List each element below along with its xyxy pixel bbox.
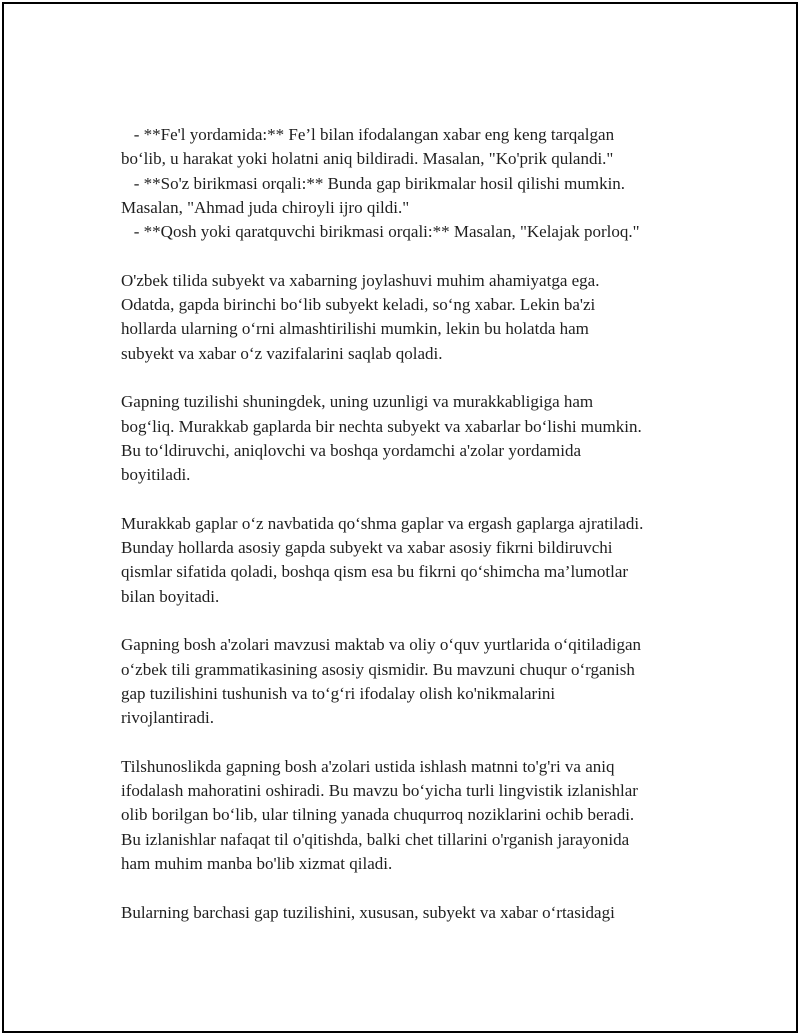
paragraph-complex-sentences	[121, 512, 721, 609]
paragraph-sentence-structure	[121, 390, 721, 487]
text-line: Masalan, "Ahmad juda chiroyli ijro qildi."	[121, 197, 410, 217]
text-line: Bu to‘ldiruvchi, aniqlovchi va boshqa yordamchi a'zolar yordamida	[121, 440, 582, 460]
paragraph-predicate-types	[121, 123, 721, 244]
text-line: - **Fe'l yordamida:** Fe’l bilan ifodalangan xabar eng keng tarqalgan	[121, 125, 615, 144]
text-line: Gapning tuzilishi shuningdek, uning uzunligi va murakkabligiga ham	[121, 392, 594, 412]
text-line: rivojlantiradi.	[121, 708, 215, 728]
text-line: Murakkab gaplar o‘z navbatida qo‘shma gaplar va ergash gaplarga ajratiladi.	[121, 513, 644, 533]
paragraph-linguistics	[121, 755, 721, 876]
paragraph-word-order	[121, 269, 721, 366]
text-line: ifodalash mahoratini oshiradi. Bu mavzu bo‘yicha turli lingvistik izlanishlar	[121, 781, 638, 801]
text-line: boyitiladi.	[121, 465, 191, 485]
text-line: O'zbek tilida subyekt va xabarning joylashuvi muhim ahamiyatga ega.	[121, 270, 600, 290]
text-line: Bu izlanishlar nafaqat til o'qitishda, balki chet tillarini o'rganish jarayonida	[121, 829, 630, 849]
text-line: qismlar sifatida qoladi, boshqa qism esa bu fikrni qo‘shimcha ma’lumotlar	[121, 562, 629, 582]
text-line: hollarda ularning o‘rni almashtirilishi mumkin, lekin bu holatda ham	[121, 319, 589, 339]
text-line: gap tuzilishini tushunish va to‘g‘ri ifodalay olish ko'nikmalarini	[121, 683, 556, 703]
document-page	[2, 2, 798, 1033]
text-line: ham muhim manba bo'lib xizmat qiladi.	[121, 853, 393, 873]
paragraph-education	[121, 633, 721, 730]
text-line: - **Qosh yoki qaratquvchi birikmasi orqali:** Masalan, "Kelajak porloq."	[121, 222, 640, 242]
text-line: bog‘liq. Murakkab gaplarda bir nechta subyekt va xabarlar bo‘lishi mumkin.	[121, 416, 642, 436]
text-line: bilan boyitadi.	[121, 586, 220, 606]
text-line: olib borilgan bo‘lib, ular tilning yanada chuqurroq noziklarini ochib beradi.	[121, 805, 635, 825]
text-line: subyekt va xabar o‘z vazifalarini saqlab qoladi.	[121, 343, 443, 363]
paragraph-conclusion	[121, 901, 721, 925]
text-line: Bunday hollarda asosiy gapda subyekt va xabar asosiy fikrni bildiruvchi	[121, 538, 613, 558]
text-line: Bularning barchasi gap tuzilishini, xususan, subyekt va xabar o‘rtasidagi	[121, 902, 615, 922]
document-body	[121, 123, 721, 925]
text-line: o‘zbek tili grammatikasining asosiy qismidir. Bu mavzuni chuqur o‘rganish	[121, 659, 635, 679]
text-line: Gapning bosh a'zolari mavzusi maktab va oliy o‘quv yurtlarida o‘qitiladigan	[121, 635, 642, 655]
text-line: bo‘lib, u harakat yoki holatni aniq bildiradi. Masalan, "Ko'prik qulandi."	[121, 149, 614, 169]
text-line: - **So'z birikmasi orqali:** Bunda gap birikmalar hosil qilishi mumkin.	[121, 173, 626, 193]
text-line: Odatda, gapda birinchi bo‘lib subyekt keladi, so‘ng xabar. Lekin ba'zi	[121, 295, 596, 315]
text-line: Tilshunoslikda gapning bosh a'zolari ustida ishlash matnni to'g'ri va aniq	[121, 756, 615, 776]
